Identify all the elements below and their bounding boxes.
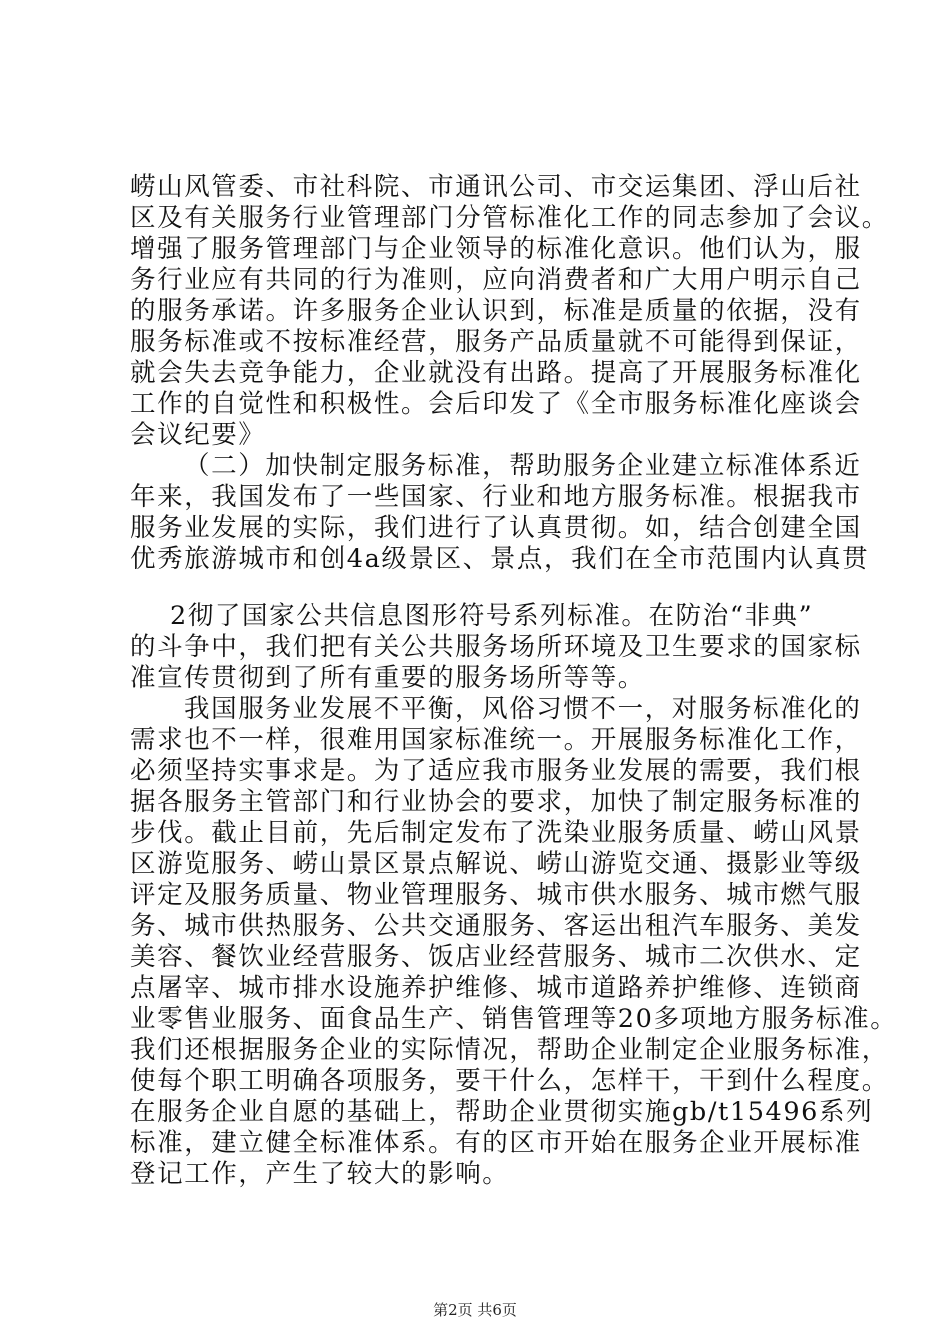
paragraph-line: 服务业发展的实际，我们进行了认真贯彻。如，结合创建全国 [130,513,862,543]
paragraph-line: 点屠宰、城市排水设施养护维修、城市道路养护维修、连锁商 [130,973,862,1003]
paragraph-line: 区游览服务、崂山景区景点解说、崂山游览交通、摄影业等级 [130,849,862,879]
paragraph-first-line: 我国服务业发展不平衡，风俗习惯不一，对服务标准化的 [184,694,862,724]
paragraph-line: 需求也不一样，很难用国家标准统一。开展服务标准化工作， [130,725,862,755]
paragraph-line: 业零售业服务、面食品生产、销售管理等20多项地方服务标准。 [130,1004,898,1034]
paragraph-line: 据各服务主管部门和行业协会的要求，加快了制定服务标准的 [130,787,862,817]
paragraph-line: 服务标准或不按标准经营，服务产品质量就不可能得到保证， [130,327,862,357]
paragraph-line: 在服务企业自愿的基础上，帮助企业贯彻实施gb/t15496系列 [130,1097,874,1127]
paragraph-line: 区及有关服务行业管理部门分管标准化工作的同志参加了会议。 [130,203,889,233]
paragraph-line: 使每个职工明确各项服务，要干什么，怎样干，干到什么程度。 [130,1066,889,1096]
paragraph-line: 优秀旅游城市和创4a级景区、景点，我们在全市范围内认真贯 [130,544,870,574]
paragraph-line: 2彻了国家公共信息图形符号系列标准。在防治“非典” [170,601,814,631]
page-number-footer: 第2页 共6页 [433,1301,517,1319]
paragraph-line: 准宣传贯彻到了所有重要的服务场所等等。 [130,663,645,693]
paragraph-line: 年来，我国发布了一些国家、行业和地方服务标准。根据我市 [130,482,862,512]
paragraph-line: 步伐。截止目前，先后制定发布了洗染业服务质量、崂山风景 [130,818,862,848]
paragraph-line: 必须坚持实事求是。为了适应我市服务业发展的需要，我们根 [130,756,862,786]
paragraph-line: 会议纪要》 [130,420,266,450]
paragraph-line: 崂山风管委、市社科院、市通讯公司、市交运集团、浮山后社 [130,172,862,202]
paragraph-line: 就会失去竞争能力，企业就没有出路。提高了开展服务标准化 [130,358,862,388]
paragraph-line: 我们还根据服务企业的实际情况，帮助企业制定企业服务标准， [130,1035,889,1065]
paragraph-line: 工作的自觉性和积极性。会后印发了《全市服务标准化座谈会 [130,389,862,419]
paragraph-line: 的斗争中，我们把有关公共服务场所环境及卫生要求的国家标 [130,632,862,662]
paragraph-line: 登记工作，产生了较大的影响。 [130,1159,510,1189]
paragraph-line: 务行业应有共同的行为准则，应向消费者和广大用户明示自己 [130,265,862,295]
section-heading-line: （二）加快制定服务标准，帮助服务企业建立标准体系近 [184,451,862,481]
paragraph-line: 评定及服务质量、物业管理服务、城市供水服务、城市燃气服 [130,880,862,910]
paragraph-line: 美容、餐饮业经营服务、饭店业经营服务、城市二次供水、定 [130,942,862,972]
paragraph-line: 的服务承诺。许多服务企业认识到，标准是质量的依据，没有 [130,296,862,326]
paragraph-line: 标准，建立健全标准体系。有的区市开始在服务企业开展标准 [130,1128,862,1158]
paragraph-line: 增强了服务管理部门与企业领导的标准化意识。他们认为，服 [130,234,862,264]
paragraph-line: 务、城市供热服务、公共交通服务、客运出租汽车服务、美发 [130,911,862,941]
